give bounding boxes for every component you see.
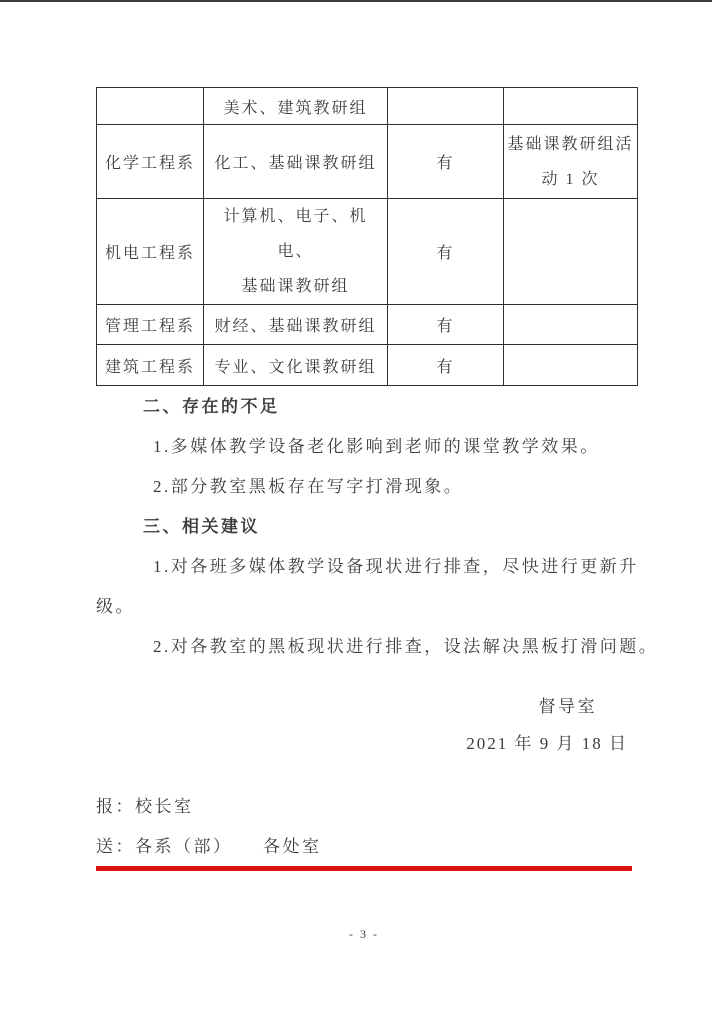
table-row [97,305,638,345]
inspection-table [96,87,638,386]
distribution-report-line: 报：校长室 [96,797,194,816]
cell-groups: 财经、基础课教研组 [204,305,388,345]
paragraph-line: 级。 [96,597,135,616]
section-heading-suggestions: 三、相关建议 [143,517,260,536]
paragraph-line: 1.多媒体教学设备老化影响到老师的课堂教学效果。 [153,437,600,456]
signature-office: 督导室 [538,697,597,716]
window-top-border [0,0,712,2]
cell-note [504,345,638,386]
body-text [96,387,659,667]
cell-note [504,305,638,345]
cell-department: 化学工程系 [97,125,204,199]
cell-has-plan [388,88,504,125]
cell-has-plan: 有 [388,199,504,305]
cell-has-plan: 有 [388,125,504,199]
paragraph-line: 2.对各教室的黑板现状进行排查，设法解决黑板打滑问题。 [153,637,659,656]
cell-note-line: 基础课教研组活 [507,135,634,153]
cell-department: 机电工程系 [97,199,204,305]
signature-date: 2021 年 9 月 18 日 [466,734,628,753]
distribution-block [96,787,648,867]
cell-groups [204,199,388,305]
cell-note [504,199,638,305]
red-underline-rule [96,866,632,871]
cell-note [504,88,638,125]
table-row [97,125,638,199]
cell-groups-line: 基础课教研组 [241,278,350,295]
table-row [97,199,638,305]
cell-department: 建筑工程系 [97,345,204,386]
cell-note [504,125,638,199]
paragraph-line: 2.部分教室黑板存在写字打滑现象。 [153,477,464,496]
cell-has-plan: 有 [388,345,504,386]
cell-groups: 化工、基础课教研组 [204,125,388,199]
cell-groups: 专业、文化课教研组 [204,345,388,386]
paragraph-line: 1.对各班多媒体教学设备现状进行排查，尽快进行更新升 [153,557,639,576]
cell-department [97,88,204,125]
page-number: - 3 - [349,927,379,941]
cell-groups: 美术、建筑教研组 [204,88,388,125]
table-row [97,345,638,386]
table-row [97,88,638,125]
cell-department: 管理工程系 [97,305,204,345]
cell-note-line: 动 1 次 [541,170,600,188]
cell-groups-line: 计算机、电子、机电、 [223,208,368,260]
cell-has-plan: 有 [388,305,504,345]
distribution-send-line: 送：各系（部） 各处室 [96,837,322,856]
section-heading-shortcomings: 二、存在的不足 [143,397,280,416]
